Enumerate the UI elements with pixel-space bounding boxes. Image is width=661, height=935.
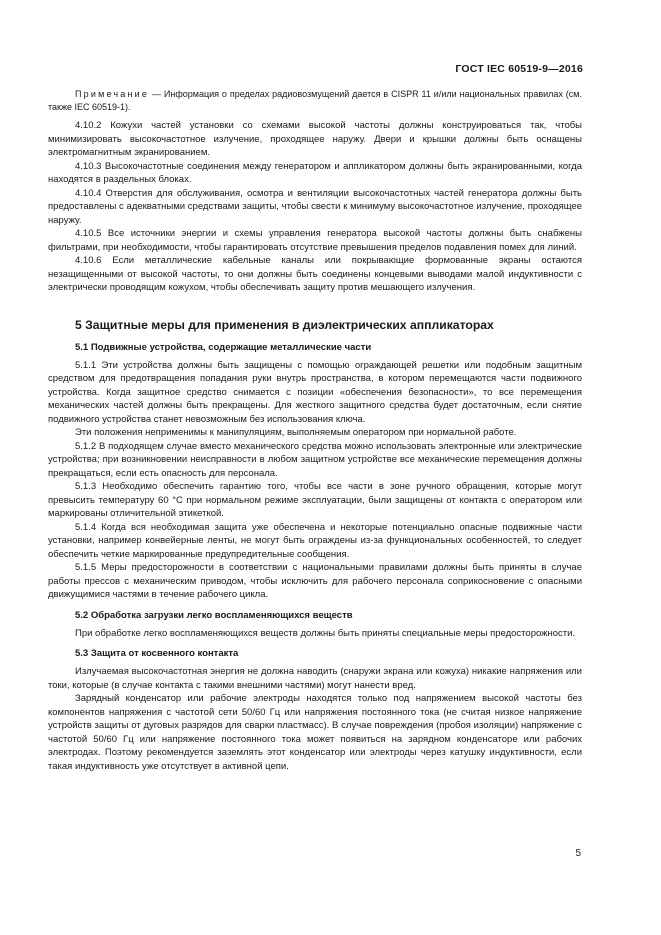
section-5-1-heading: 5.1 Подвижные устройства, содержащие металлические части — [75, 341, 372, 353]
clause-4-10-4: 4.10.4 Отверстия для обслуживания, осмотра и вентиляции высокочастотных частей генератора должны быть предоставлены с адекватными средствами защиты, чтобы свести к минимуму высокочастотное излучение, проходящее наружу. — [48, 187, 582, 226]
note-paragraph — [48, 88, 582, 113]
clause-4-10-6: 4.10.6 Если металлические кабельные каналы или покрывающие формованные экраны остаются незащищенными от высокой частоты, то они должны быть соединены концевыми выводами малой индуктивности с электрически проводящим кожухом, чтобы обеспечивать защиту против мешающего излучения. — [48, 255, 582, 294]
standard-header: ГОСТ IEC 60519-9—2016 — [455, 63, 583, 75]
clause-5-1-3: 5.1.3 Необходимо обеспечить гарантию того, чтобы все части в зоне ручного обращения, которые могут превысить температуру 60 °C при нормальном режиме эксплуатации, были защищены от контакта с оператором или маркированы отличительной этикеткой. — [48, 481, 582, 520]
clause-5-1-5: 5.1.5 Меры предосторожности в соответствии с национальными правилами должны быть приняты в случае работы прессов с механическим приводом, чтобы исключить для рабочего персонала соприкосновение с опасными движущимися частями в течение рабочего цикла. — [48, 562, 582, 601]
section-5-2-heading: 5.2 Обработка загрузки легко воспламеняющихся веществ — [75, 609, 353, 621]
clause-5-3-text-1: Излучаемая высокочастотная энергия не должна наводить (снаружи экрана или кожуха) никакие напряжения или токи, которые (в случае контакта с такими внешними частями) могут нанести вред. — [48, 666, 582, 691]
section-5-3-heading: 5.3 Защита от косвенного контакта — [75, 648, 239, 660]
clause-4-10-2: 4.10.2 Кожухи частей установки со схемами высокой частоты должны конструироваться так, чтобы минимизировать высокочастотное излучение, проходящее наружу. Двери и крышки должны быть оснащены электромагнитным экранированием. — [48, 120, 582, 159]
clause-5-2-text: При обработке легко воспламеняющихся веществ должны быть приняты специальные меры предосторожности. — [75, 627, 576, 639]
section-5-heading: 5 Защитные меры для применения в диэлектрических аппликаторах — [75, 317, 494, 332]
clause-4-10-5: 4.10.5 Все источники энергии и схемы управления генератора высокой частоты должны быть снабжены фильтрами, при необходимости, чтобы гарантировать отсутствие превышения пределов подавления помех для линий. — [48, 228, 582, 253]
note-text: — Информация о пределах радиовозмущений дается в CISPR 11 и/или национальных правилах (см. также IEC 60519-1). — [48, 89, 582, 112]
clause-5-1-1: 5.1.1 Эти устройства должны быть защищены с помощью ограждающей решетки или подобным защитным средством для предотвращения попадания руки внутрь пространства, в котором перемещаются части подвижного устройства. Когда защитное средство снимается с позиции «обеспечения безопасности», то все перемещения механических частей должны быть прекращены. Для жесткого защитного средства будет достаточным, если снятие подвижного устройства станет невозможным без использования ключа. — [48, 359, 582, 425]
page-content — [48, 88, 582, 773]
note-label: Примечание — [75, 89, 150, 99]
page-number: 5 — [575, 848, 581, 859]
clause-4-10-3: 4.10.3 Высокочастотные соединения между генератором и аппликатором должны быть экранированными, когда находятся в раздельных блоках. — [48, 160, 582, 186]
clause-5-1-4: 5.1.4 Когда вся необходимая защита уже обеспечена и некоторые потенциально опасные подвижные части установки, например конвейерные ленты, не могут быть ограждены из-за функциональных особенностей, то следует обеспечить четкие маркированные предупредительные сообщения. — [48, 521, 582, 560]
clause-5-1-1-note: Эти положения неприменимы к манипуляциям, выполняемым оператором при нормальной работе. — [75, 427, 517, 439]
clause-5-1-2: 5.1.2 В подходящем случае вместо механического средства можно использовать электронные или электрические устройства; при возникновении неисправности в любом защитном устройстве все механические перемещения должны прекращаться, если есть опасность для персонала. — [48, 440, 582, 479]
clause-5-3-text-2: Зарядный конденсатор или рабочие электроды находятся только под напряжением высокой частоты без компонентов напряжения с частотой сети 50/60 Гц или напряжения постоянного тока (не считая низкое напряжение устройств защиты от дуговых разрядов для сварки пластмасс). В случае повреждения (пробоя изоляции) напряжение с частотой 50/60 Гц или напряжение постоянного тока может появиться на зарядном конденсаторе или рабочих электродах. Поэтому рекомендуется заземлять этот конденсатор или электроды через катушку индуктивности, если такая индуктивность уже отсутствует в активной цепи. — [48, 693, 582, 772]
